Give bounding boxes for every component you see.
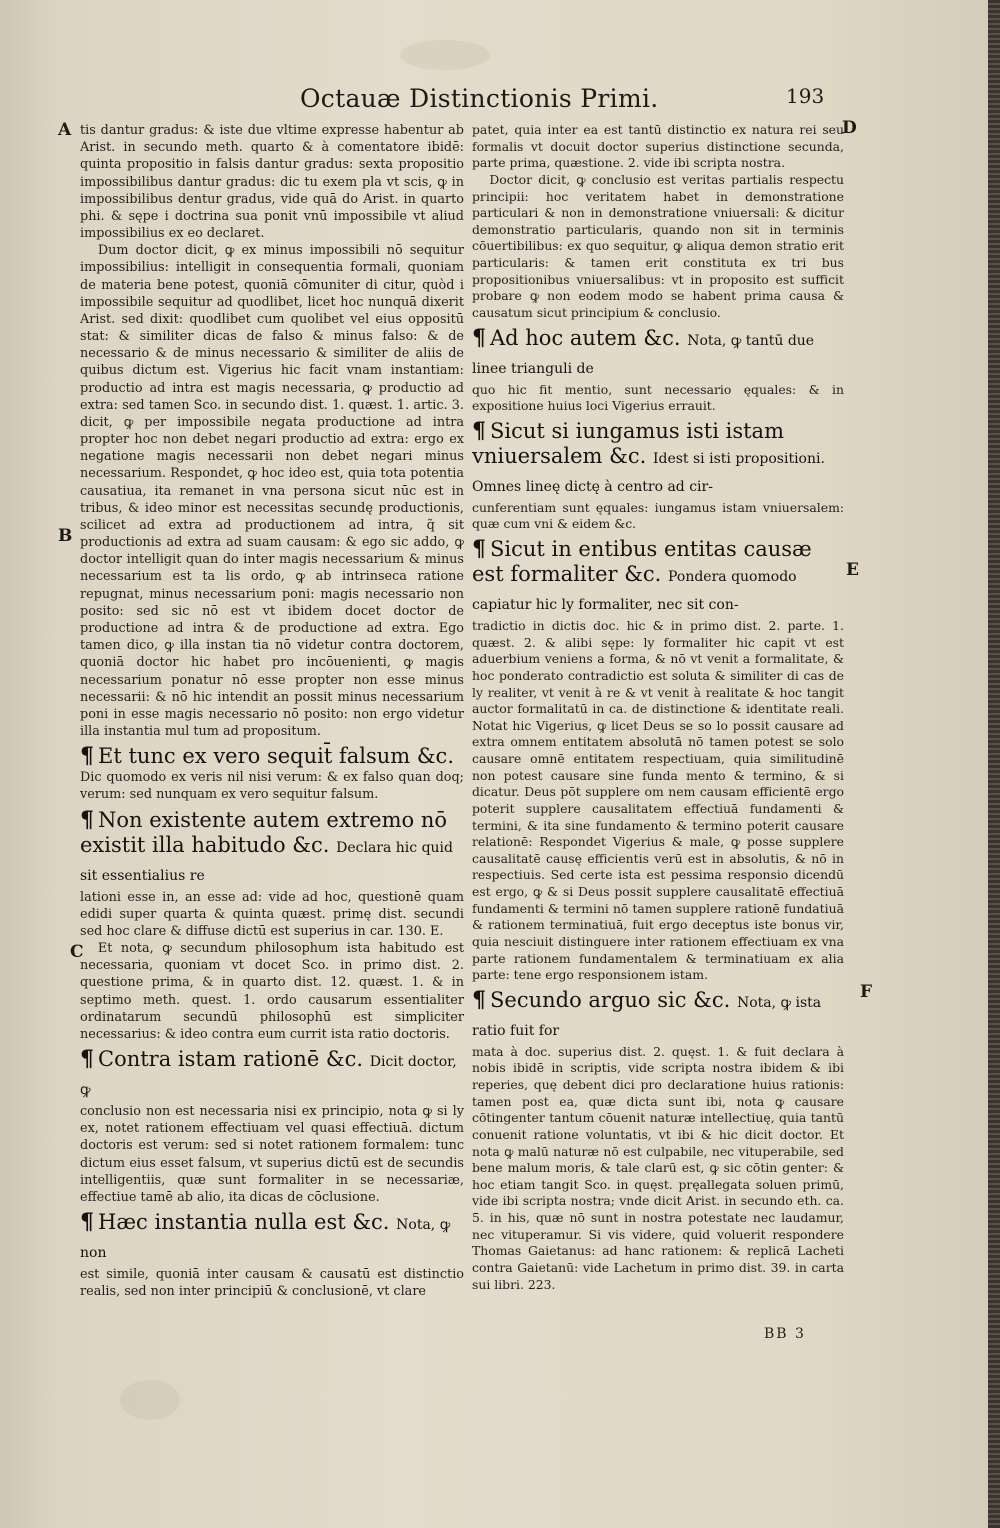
paragraph: Doctor dicit, ꝙ conclusio est veritas partialis respectu principii: hoc veritatem habet in demonstratione particulari & non in demonstratione vniuersali: & dicitur demonstratio particularis, quando non sit in terminis cōuertibilibus: ex quo sequitur, ꝙ aliqua demon stratio erit particularis: & tamen erit constituta ex tri bus propositionibus vniuersalibus: vt in proposito est sufficit probare ꝙ non eodem modo se habent prima causa & causatum sicut principium & conclusio.: [472, 171, 844, 320]
lemma-heading: ¶ Non existente autem extremo nō existit illa habitudo &c. Declara hic quid sit essentialius re: [80, 806, 453, 884]
left-column: [80, 122, 464, 1300]
paper-stain: [400, 40, 490, 70]
margin-letter-a: A: [58, 120, 72, 140]
pilcrow-icon: ¶: [80, 1209, 94, 1236]
page-edge: [988, 0, 1000, 1528]
paragraph: Et nota, ꝙ secundum philosophum ista habitudo est necessaria, quoniam vt docet Sco. in primo dist. 2. questione prima, & in quarto dist. 12. quæst. 1. & in septimo meth. quest. 1. ordo causarum essentialiter ordinatarum secundū philosophū est simpliciter necessarius: & ideo contra eum currit ista ratio doctoris.: [80, 941, 464, 1042]
paragraph: lationi esse in, an esse ad: vide ad hoc, questionē quam edidi super quarta & quinta quæst. primę dist. secundi sed hoc clare & diffuse dictū est superius in car. 130. E.: [80, 889, 464, 939]
paragraph: conclusio non est necessaria nisi ex principio, nota ꝙ si ly ex, notet rationem effectiuam vel quasi effectiuā. dictum doctoris est verum: sed si notet rationem formalem: tunc dictum eius esset falsum, vt superius dictū est de secundis intelligentiis, quæ sunt formaliter in se necessariæ, effectiue tamē ab alio, ita dicas de cōclusione.: [80, 1104, 464, 1205]
lemma-heading: ¶ Ad hoc autem &c. Nota, ꝙ tantū due linee trianguli de: [472, 324, 815, 377]
pilcrow-icon: ¶: [80, 1046, 94, 1073]
lemma-heading: ¶ Sicut si iungamus isti istam vniuersalem &c. Idest si isti propositioni. Omnes lineę dictę à centro ad cir-: [472, 417, 825, 495]
pilcrow-icon: ¶: [80, 743, 94, 770]
pilcrow-icon: ¶: [472, 536, 486, 562]
paragraph: Dic quomodo ex veris nil nisi verum: & ex falso quan doq; verum: sed nunquam ex vero sequitur falsum.: [80, 770, 464, 803]
paragraph: est simile, quoniā inter causam & causatū est distinctio realis, sed non inter principiū & conclusionē, vt clare: [80, 1267, 464, 1300]
margin-letter-b: B: [58, 526, 73, 546]
paragraph: quo hic fit mentio, sunt necessario ęquales: & in expositione huius loci Vigerius errauit.: [472, 381, 844, 414]
lemma-note: Idest si isti propositioni. Omnes lineę dictę à centro ad cir-: [472, 450, 825, 495]
lemma-note: Nota, ꝙ ista ratio fuit for: [472, 994, 822, 1039]
lemma-note: Nota, ꝙ tantū due linee trianguli de: [472, 332, 815, 377]
signature-mark: BB 3: [764, 1326, 806, 1342]
pilcrow-icon: ¶: [472, 417, 486, 444]
pilcrow-icon: ¶: [472, 986, 486, 1013]
lemma-heading: ¶ Hæc instantia nulla est &c. Nota, ꝙ non: [80, 1209, 451, 1262]
paragraph: tradictio in dictis doc. hic & in primo dist. 2. parte. 1. quæst. 2. & alibi sępe: ly formaliter hic capit vt est aduerbium veniens a forma, & nō vt venit a formalitate, & hoc ponderato contradictio est soluta & similiter di cas de ly realiter, vt venit à re & vt venit à realitate & hoc tangit auctor formalitatū in ca. de distinctione & identitate reali. Notat hic Vigerius, ꝙ licet Deus se so lo possit causare ad extra omnem entitatem absolutā nō tamen potest se solo causare omnē entitatem respectiuam, quia similitudinē non potest causare sine funda mento & termino, & si dicatur. Deus pōt supplere om nem causam efficientē ergo poterit supplere causalitatem effectiuā fundamenti & termini, & ita sine fundamento & termino poterit causare relationē: Respondet Vigerius & male, ꝙ posse supplere causalitatē causę efficientis verū est in absolutis, & nō in respectiuis. Sed certe ista est pessima responsio dicendū est ergo, ꝙ & si Deus possit supplere causalitatē effectiuā fundamenti & termini nō tamen supplere rationē fundatiuā & rationem terminatiuā, fuit ergo deceptus iste bonus vir, quia nesciuit distinguere inter rationem effectiuam ex vna parte rationem fundamentalem & terminatiuam ex alia parte: tene ergo responsionem istam.: [472, 618, 844, 983]
paper-stain: [120, 1380, 180, 1420]
lemma-heading: ¶ Sicut in entibus entitas causæ est formaliter &c. Pondera quomodo capiatur hic ly formaliter, nec sit con-: [472, 536, 812, 613]
folio-number: 193: [786, 84, 825, 108]
paragraph: patet, quia inter ea est tantū distinctio ex natura rei seu formalis vt docuit doctor superius distinctione secunda, parte prima, quæstione. 2. vide ibi scripta nostra.: [472, 122, 844, 171]
paragraph: mata à doc. superius dist. 2. quęst. 1. & fuit declara à nobis ibidē in scriptis, vide scripta nostra ibidem & ibi reperies, quę debent dici pro declaratione huius rationis: tamen post ea, quæ dicta sunt ibi, nota ꝙ causare cōtingenter tantum cōuenit naturæ intellectiuę, quia tantū conuenit ratione voluntatis, vt ibi & hic dicit doctor. Et nota ꝙ malū naturæ nō est culpabile, nec vituperabile, sed bene malum moris, & tale clarū est, ꝙ sic cōtin genter: & hoc etiam tangit Sco. in quęst. pręallegata soluen primū, vide ibi scripta nostra; vnde dicit Arist. in secundo eth. ca. 5. in his, quæ nō sunt in nostra potestate nec laudamur, nec vituperamur. Si vis videre, quid voluerit respondere Thomas Gaietanus: ad hanc rationem: & replicā Lacheti contra Gaietanū: vide Lachetum in primo dist. 39. in carta sui libri. 223.: [472, 1043, 844, 1292]
paragraph: tis dantur gradus: & iste due vltime expresse habentur ab Arist. in secundo meth. quarto & à comentatore ibidē: quinta propositio in falsis dantur gradus: sexta propositio impossibilibus dantur gradus: dic tu exem pla vt scis, ꝙ in impossibilibus dentur gradus, vide quā do Arist. in quarto phi. & sępe i doctrina sua ponit vnū impossibile vt aliud impossibilius ex eo declaret.: [80, 123, 464, 242]
lemma-note: Declara hic quid sit essentialius re: [80, 839, 453, 884]
right-column: [472, 122, 844, 1293]
margin-letter-f: F: [860, 982, 873, 1002]
lemma-note: Nota, ꝙ non: [80, 1217, 451, 1262]
lemma-note: Dicit doctor, ꝙ: [80, 1054, 457, 1099]
margin-letter-d: D: [842, 118, 857, 138]
lemma-heading: ¶ Et tunc ex vero sequit̄ falsum &c.: [80, 743, 454, 770]
lemma-note: Pondera quomodo capiatur hic ly formaliter, nec sit con-: [472, 569, 797, 613]
paragraph: cunferentiam sunt ęquales: iungamus istam vniuersalem: quæ cum vni & eidem &c.: [472, 499, 844, 532]
paragraph: Dum doctor dicit, ꝙ ex minus impossibili nō sequitur impossibilius: intelligit in consequentia formali, quoniam de materia bene potest, quoniā cōmuniter di citur, quòd i impossibile sequitur ad quodlibet, licet hoc nunquā dixerit Arist. sed dixit: quodlibet cum quolibet vel eius oppositū stat: & similiter dicas de falso & minus falso: & de necessario & de minus necessario & similiter de aliis de quibus dictum est. Vigerius hic facit vnam instantiam: productio ad intra est magis necessaria, ꝙ productio ad extra: sed tamen Sco. in secundo dist. 1. quæst. 1. artic. 3. dicit, ꝙ per impossibile negata productione ad intra propter hoc non debet negari productio ad extra: ergo ex negatione magis necessarii non debet negari minus necessarium. Respondet, ꝙ hoc ideo est, quia tota potentia causatiua, ita remanet in vna persona sicut nūc est in tribus, & ideo minor est necessitas secundę productionis, scilicet ad extra ad productionem ad intra, q̃ sit productionis ad extra ad suam causam: & ego sic addo, ꝙ doctor intelligit quan do inter magis necessarium & minus necessarium est ta lis ordo, ꝙ ab intrinseca ratione repugnat, minus necessarium poni: magis necessario non posito: sed sic nō est vt ibidem docet doctor de productione ad intra & de productione ad extra. Ego tamen dico, ꝙ illa instan tia nō videtur contra doctorem, quoniā doctor hic habet pro incōuenienti, ꝙ magis necessarium ponatur nō esse propter non esse minus necessarii: & nō hic intendit an possit minus necessarium poni in esse magis necessario nō posito: non ergo videtur illa instantia mul tum ad propositum.: [80, 243, 464, 740]
running-title: Octauæ Distinctionis Primi.: [300, 84, 659, 113]
margin-letter-c: C: [70, 942, 84, 962]
pilcrow-icon: ¶: [472, 324, 486, 351]
pilcrow-icon: ¶: [80, 806, 94, 833]
margin-letter-e: E: [846, 560, 859, 580]
lemma-heading: ¶ Contra istam rationē &c. Dicit doctor, ꝙ: [80, 1046, 457, 1099]
lemma-heading: ¶ Secundo arguo sic &c. Nota, ꝙ ista ratio fuit for: [472, 986, 822, 1039]
